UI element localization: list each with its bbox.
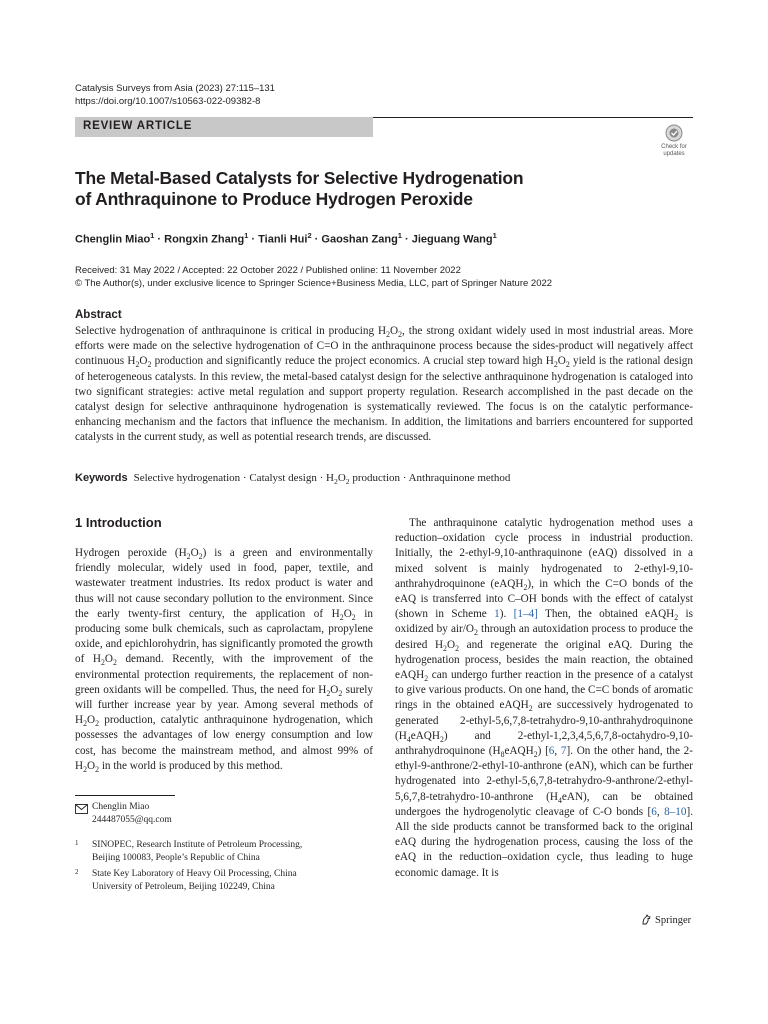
article-type-bar	[75, 117, 373, 137]
keywords: Keywords Selective hydrogenation · Catalyst design · $H_2O_2$ production · Anthraquinone method	[75, 472, 511, 487]
publication-history	[75, 265, 552, 290]
body-left-column: Hydrogen peroxide $(H_2O_2)$ is a green and environmentally friendly molecular, widely used in food, paper, textile, and wastewater treatment industries. Its redox product is water and thus will not cause secondary pollution to the environment. Since the early twenty-first century, the application of $H_2O_2$ in producing some bulk chemicals, such as caprolactam, propylene oxide, and epichlorohydrin, has significantly promoted the growth of $H_2O_2$ demand. Recently, with the improvement of the environmental protection requirements, the replacement of non-green oxidants will be compelled. Thus, the need for $H_2O_2$ surely will further increase year by year. Among several methods of $H_2O_2$ production, catalytic anthraquinone hydrogenation, which possesses the advantages of low energy consumption and low cost, has become the mainstream method, and almost 99% of $H_2O_2$ in the world is produced by this method.	[75, 547, 373, 775]
author-name[interactable]: Gaoshan Zang	[321, 233, 398, 246]
article-type-label: REVIEW ARTICLE	[83, 120, 193, 132]
author-affiliation: 1	[492, 231, 497, 240]
abstract-body: Selective hydrogenation of anthraquinone is critical in producing $H_2O_2$, the strong oxidant widely used in most industrial areas. More efforts were made on the selective hydrogenation of C=O in the anthraquinone process because the sides-product will negatively affect continuous $H_2O_2$ production and significantly reduce the project economics. A crucial step toward high $H_2O_2$ yield is the rational design of heterogeneous catalysts. In this review, the metal-based catalyst design for the selective anthraquinone hydrogenation is cataloged into two significant strategies: active metal regulation and support property regulation. Research accomplished in the past decade on the catalyst design for selective anthraquinone hydrogenation is systematically reviewed. The focus is on the catalytic performance-enhancing mechanism and the factors that influence the mechanism. In addition, the limitations and barriers encountered for supported catalysts in the current study, as well as potential research trends, are discussed.	[75, 325, 693, 444]
author-name[interactable]: Rongxin Zhang	[164, 233, 245, 246]
title-line-2: of Anthraquinone to Produce Hydrogen Peroxide	[75, 189, 473, 209]
author-name[interactable]: Jieguang Wang	[411, 233, 493, 246]
affiliation-line: SINOPEC, Research Institute of Petroleum Processing,	[92, 840, 303, 850]
citation-link[interactable]: 8–10	[664, 805, 687, 818]
citation-link[interactable]: [1–4]	[513, 608, 538, 621]
dates-line: Received: 31 May 2022 / Accepted: 22 October 2022 / Published online: 11 November 2022	[75, 265, 461, 276]
citation-link[interactable]: 6	[548, 745, 555, 758]
doi-link[interactable]: https://doi.org/10.1007/s10563-022-09382-8	[75, 96, 261, 107]
author-affiliation: 1	[244, 231, 249, 240]
badge-line1: Check for	[661, 144, 687, 150]
section-heading: 1 Introduction	[75, 515, 162, 530]
publisher-name: Springer	[655, 915, 692, 926]
journal-header	[75, 82, 275, 108]
springer-horse-icon	[641, 914, 652, 925]
affiliation-line: University of Petroleum, Beijing 102249, China	[92, 881, 275, 892]
publisher-footer	[641, 914, 691, 926]
footnote-rule	[75, 795, 175, 796]
body-right-column: The anthraquinone catalytic hydrogenation method uses a reduction–oxidation cycle process in industrial production. Initially, the 2-ethyl-9,10-anthraquinone (eAQ) dissolved in a mixed solvent is mainly hydrogenated to 2-ethyl-9,10-anthrahydroquinone (eAQH$_2$), in which the C=O bonds of the eAQ is transferred into C–OH bonds with the effect of catalyst (shown in Scheme 1). [1–4] Then, the obtained eAQH$_2$ is oxidized by air/$O_2$ through an autoxidation process to produce the desired $H_2O_2$ and regenerate the original eAQ. During the hydrogenation process, besides the main reaction, the obtained eAQH$_2$ can undergo further reaction in the presence of a catalyst to give various products. On one hand, the C=C bonds of aromatic rings in the obtained eAQH$_2$ are successively hydrogenated to generated 2-ethyl-5,6,7,8-tetrahydro-9,10-anthrahydroquinone $(H_4eAQH_2)$ and 2-ethyl-1,2,3,4,5,6,7,8-octahydro-9,10-anthrahydroquinone $(H_8eAQH_2)$ [6, 7]. On the other hand, the 2-ethyl-9-anthrone/2-ethyl-10-anthrone (eAN), which can be further hydrogenated into 2-ethyl-5,6,7,8-tetrahydro-9-anthrone/2-ethyl-5,6,7,8-tetrahydro-10-anthrone $(H_4eAN)$, can be obtained undergoes the hydrogenolytic cleavage of C-O bonds [6, 8–10]. All the side products cannot be transformed back to the original eAQ during the hydrogenation process, causing the loss of the eAQ in the reduction–oxidation cycle, thus leading to huge economic damage. It is	[395, 517, 694, 879]
corresponding-author	[92, 801, 172, 826]
title-line-1: The Metal-Based Catalysts for Selective Hydrogenation	[75, 168, 524, 188]
envelope-icon	[75, 804, 88, 814]
header-rule	[373, 117, 693, 118]
badge-line2: updates	[663, 151, 685, 157]
citation-link[interactable]: 6	[651, 805, 657, 818]
author-list: Chenglin Miao$^1$ · Rongxin Zhang$^1$ · Tianli Hui$^2$ · Gaoshan Zang$^1$ · Jieguang Wang$^1$	[75, 231, 497, 246]
affiliation-number: 2	[75, 868, 79, 876]
author-affiliation: 2	[307, 231, 312, 240]
corresponding-email[interactable]: 244487055@qq.com	[92, 814, 172, 825]
affiliation-1	[92, 839, 302, 864]
journal-citation: Catalysis Surveys from Asia (2023) 27:115–131	[75, 83, 275, 94]
paper-title	[75, 168, 635, 210]
affiliation-2	[92, 868, 297, 893]
author-name[interactable]: Chenglin Miao	[75, 233, 151, 246]
citation-link[interactable]: 7	[560, 745, 567, 758]
author-affiliation: 1	[397, 231, 402, 240]
affiliation-line: Beijing 100083, People’s Republic of China	[92, 852, 260, 863]
corresponding-name: Chenglin Miao	[92, 802, 150, 812]
copyright-line: © The Author(s), under exclusive licence to Springer Science+Business Media, LLC, part of Springer Nature 2022	[75, 277, 553, 289]
check-for-updates-icon[interactable]	[656, 124, 692, 158]
abstract-heading: Abstract	[75, 309, 122, 321]
affiliation-number: 1	[75, 839, 79, 847]
author-name[interactable]: Tianli Hui	[258, 233, 308, 246]
keywords-label: Keywords	[75, 472, 128, 484]
author-affiliation: 1	[150, 231, 155, 240]
scheme-link[interactable]: 1	[494, 608, 500, 621]
affiliation-line: State Key Laboratory of Heavy Oil Processing, China	[92, 869, 297, 879]
